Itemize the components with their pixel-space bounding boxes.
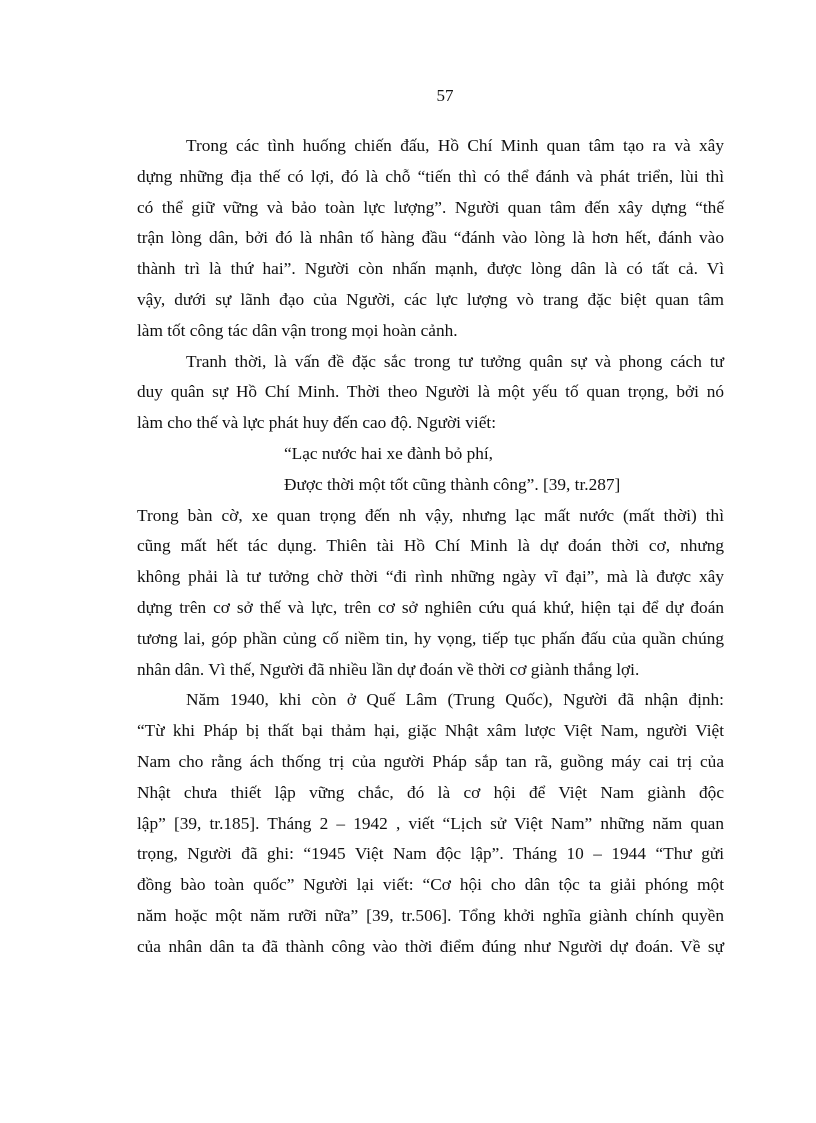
verse-line: Được thời một tốt cũng thành công”. [39, tr.287] bbox=[284, 474, 621, 494]
text-line: Nam cho rằng ách thống trị của người Pháp sắp tan rã, guồng máy cai trị của bbox=[137, 751, 724, 771]
text-line: nhân dân. Vì thế, Người đã nhiều lần dự đoán về thời cơ giành thắng lợi. bbox=[137, 659, 640, 679]
text-line: duy quân sự Hồ Chí Minh. Thời theo Người là một yếu tố quan trọng, bởi nó bbox=[137, 382, 724, 402]
text-line: “Từ khi Pháp bị thất bại thảm hại, giặc Nhật xâm lược Việt Nam, người Việt bbox=[137, 721, 724, 741]
text-line: Năm 1940, khi còn ở Quế Lâm (Trung Quốc), Người đã nhận định: bbox=[186, 690, 724, 710]
text-line: trọng, Người đã ghi: “1945 Việt Nam độc lập”. Tháng 10 – 1944 “Thư gửi bbox=[137, 844, 724, 864]
text-line: Trong các tình huống chiến đấu, Hồ Chí Minh quan tâm tạo ra và xây bbox=[186, 136, 724, 155]
text-line: đồng bào toàn quốc” Người lại viết: “Cơ hội cho dân tộc ta giải phóng một bbox=[137, 875, 724, 895]
page-number: 57 bbox=[436, 86, 454, 105]
text-line: không phải là tư tưởng chờ thời “đi rình những ngày vĩ đại”, mà là được xây bbox=[137, 567, 724, 587]
text-line: trận lòng dân, bởi đó là nhân tố hàng đầu “đánh vào lòng là hơn hết, đánh vào bbox=[137, 228, 724, 248]
text-line: lập” [39, tr.185]. Tháng 2 – 1942 , viết “Lịch sử Việt Nam” những năm quan bbox=[137, 813, 724, 833]
text-line: năm hoặc một năm rưỡi nữa” [39, tr.506]. Tổng khởi nghĩa giành chính quyền bbox=[137, 905, 724, 925]
verse-line: “Lạc nước hai xe đành bỏ phí, bbox=[284, 443, 494, 463]
body-text bbox=[137, 131, 724, 963]
text-line: có thể giữ vững và bảo toàn lực lượng”. Người quan tâm đến xây dựng “thế bbox=[137, 197, 724, 217]
text-line: cũng mất hết tác dụng. Thiên tài Hồ Chí Minh là dự đoán thời cơ, nhưng bbox=[137, 536, 724, 556]
text-line: Tranh thời, là vấn đề đặc sắc trong tư tưởng quân sự và phong cách tư bbox=[186, 351, 724, 371]
text-line: thành trì là thứ hai”. Người còn nhấn mạnh, được lòng dân là có tất cả. Vì bbox=[137, 259, 724, 279]
text-line: của nhân dân ta đã thành công vào thời điểm đúng như Người dự đoán. Về sự bbox=[137, 936, 724, 956]
text-line: Trong bàn cờ, xe quan trọng đến nh vậy, nhưng lạc mất nước (mất thời) thì bbox=[137, 505, 724, 525]
text-line: dựng trên cơ sở thế và lực, trên cơ sở nghiên cứu quá khứ, hiện tại để dự đoán bbox=[137, 597, 724, 617]
text-line: vậy, dưới sự lãnh đạo của Người, các lực lượng vò trang đặc biệt quan tâm bbox=[137, 289, 724, 309]
text-line: làm cho thế và lực phát huy đến cao độ. Người viết: bbox=[137, 413, 496, 433]
text-line: làm tốt công tác dân vận trong mọi hoàn cảnh. bbox=[137, 320, 458, 340]
text-line: dựng những địa thế có lợi, đó là chỗ “tiến thì có thể đánh và phát triển, lùi thì bbox=[137, 166, 724, 186]
text-line: tương lai, góp phần củng cố niềm tin, hy vọng, tiếp tục phấn đấu của quần chúng bbox=[137, 628, 724, 648]
text-line: Nhật chưa thiết lập vững chắc, đó là cơ hội để Việt Nam giành độc bbox=[137, 782, 724, 802]
